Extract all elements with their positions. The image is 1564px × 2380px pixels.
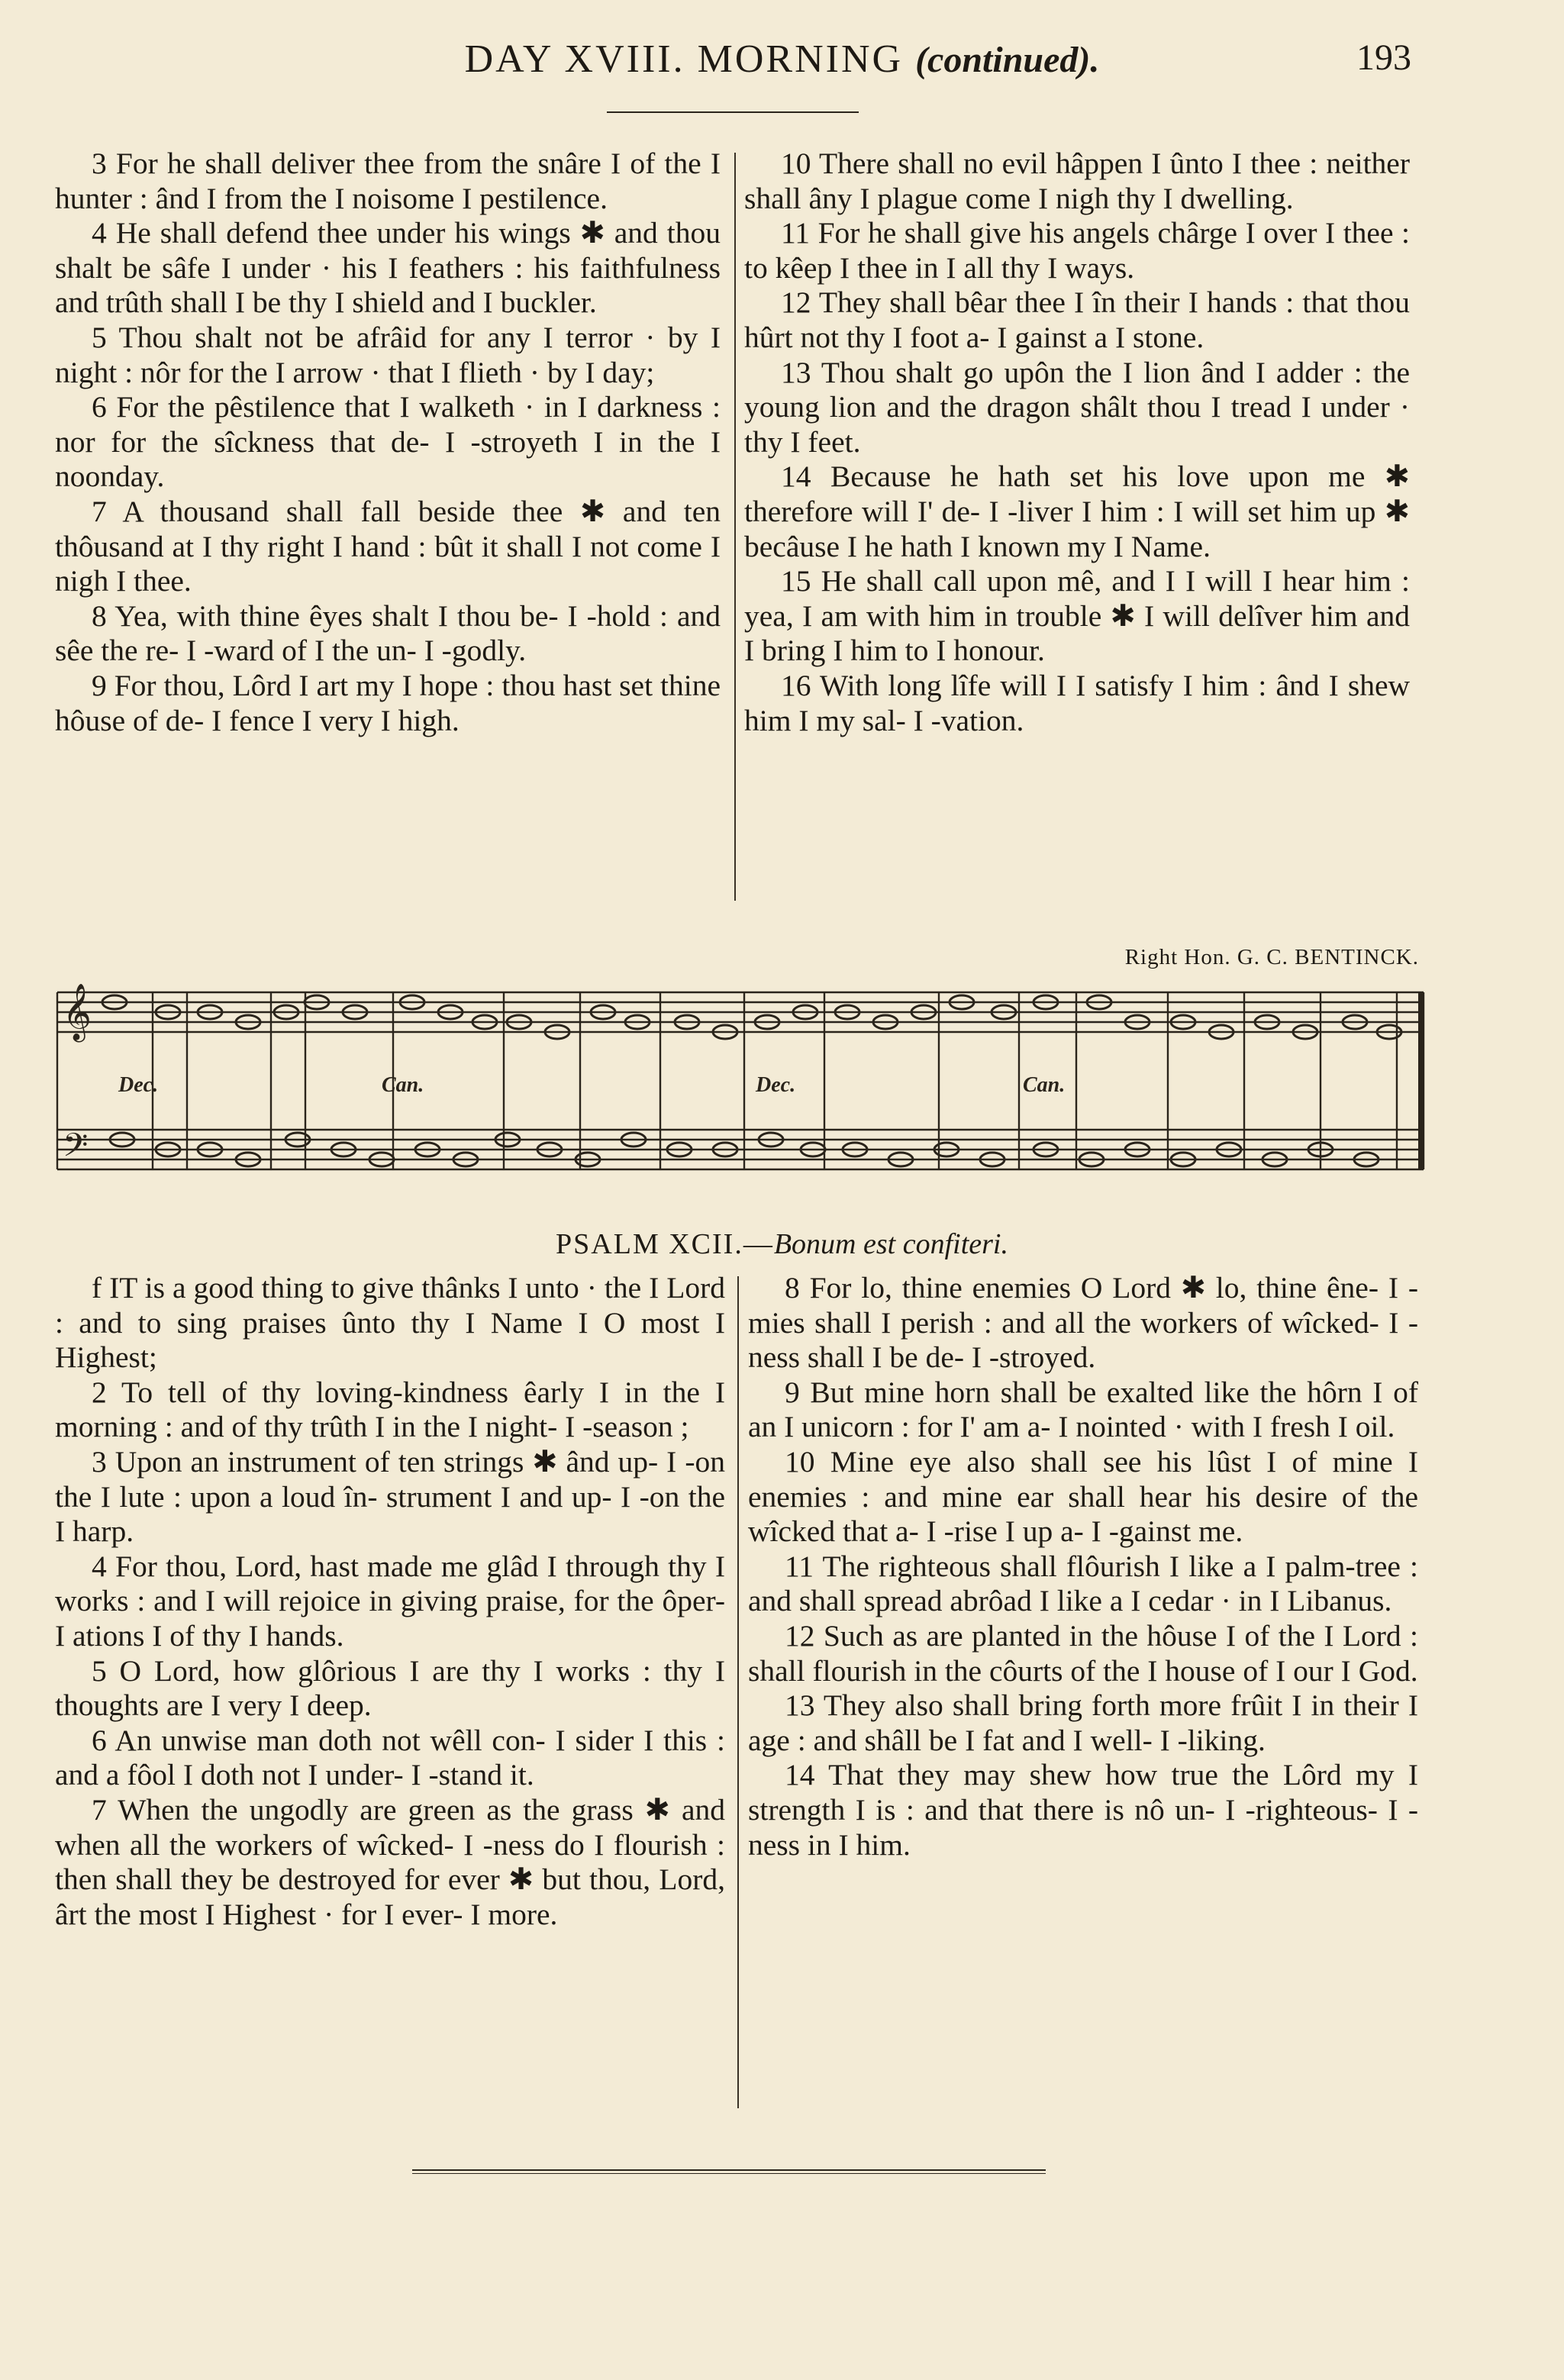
- verse: f IT is a good thing to give thânks I unto · the I Lord : and to sing praises ûnto thy I Name I O most I Highest;: [55, 1271, 725, 1375]
- verse: 10 There shall no evil hâppen I ûnto I thee : neither shall âny I plague come I nigh thy I dwelling.: [744, 147, 1410, 215]
- running-title-continued: (continued).: [915, 40, 1100, 80]
- verse: 9 For thou, Lôrd I art my I hope : thou hast set thine hôuse of de- I fence I very I high.: [55, 668, 721, 737]
- psalm92-title: [0, 1227, 1564, 1261]
- bottom-rule: [412, 2169, 1046, 2174]
- psalm91-right-column: [744, 147, 1410, 738]
- verse: 10 Mine eye also shall see his lûst I of mine I enemies : and mine ear shall hear his desire of the wîcked that a- I -rise I up a- I -gainst me.: [748, 1444, 1418, 1549]
- header-rule: [607, 111, 859, 113]
- verse: 11 The righteous shall flôurish I like a I palm-tree : and shall spread abrôad I like a I cedar · in I Libanus.: [748, 1549, 1418, 1618]
- column-divider: [734, 153, 736, 901]
- bass-clef-icon: 𝄢: [63, 1127, 89, 1172]
- verse: 8 Yea, with thine êyes shalt I thou be- I -hold : and sêe the re- I -ward of I the un- I -godly.: [55, 598, 721, 668]
- running-title-text: DAY XVIII. MORNING: [464, 37, 904, 81]
- psalm91-left-column: [55, 147, 721, 738]
- composer-attribution: Right Hon. G. C. BENTINCK.: [1124, 945, 1419, 969]
- psalm92-latin: Bonum est confiteri.: [773, 1228, 1008, 1260]
- psalm92-right-column: [748, 1271, 1418, 1862]
- chant-label: Can.: [382, 1073, 424, 1097]
- verse: 16 With long lîfe will I I satisfy I him : ând I shew him I my sal- I -vation.: [744, 668, 1410, 737]
- verse: 2 To tell of thy loving-kindness êarly I in the I morning : and of thy trûth I in the I night- I -season ;: [55, 1375, 725, 1444]
- verse: 14 That they may shew how true the Lôrd my I strength I is : and that there is nô un- I -righteous- I -ness in I him.: [748, 1758, 1418, 1862]
- verse: 12 They shall bêar thee I în their I hands : that thou hûrt not thy I foot a- I gainst a I stone.: [744, 285, 1410, 354]
- final-barline: [1418, 992, 1424, 1169]
- verse: 12 Such as are planted in the hôuse I of the I Lord : shall flourish in the côurts of the I house of I our I God.: [748, 1618, 1418, 1688]
- chant-label: Can.: [1023, 1073, 1066, 1097]
- verse: 7 When the ungodly are green as the grass ✱ and when all the workers of wîcked- I -ness do I flourish : then shall they be destroyed for ever ✱ but thou, Lord, ârt the most I Highest · for I ever- I more.: [55, 1792, 725, 1931]
- chant-label: Dec.: [756, 1073, 796, 1097]
- running-title: [0, 37, 1564, 82]
- verse: 11 For he shall give his angels chârge I over I thee : to kêep I thee in I all thy I ways.: [744, 216, 1410, 285]
- verse: 15 He shall call upon mê, and I I will I hear him : yea, I am with him in trouble ✱ I will delîver him and I bring I him to I honour.: [744, 564, 1410, 668]
- verse: 6 An unwise man doth not wêll con- I sider I this : and a fôol I doth not I under- I -stand it.: [55, 1723, 725, 1792]
- treble-clef-icon: 𝄞: [63, 984, 92, 1040]
- verse: 14 Because he hath set his love upon me ✱ therefore will I' de- I -liver I him : I will set him up ✱ becâuse I he hath I known my I Name.: [744, 460, 1410, 563]
- verse: 3 For he shall deliver thee from the snâre I of the I hunter : ând I from the I noisome I pestilence.: [55, 147, 721, 215]
- verse: 5 O Lord, how glôrious I are thy I works : thy I thoughts are I very I deep.: [55, 1653, 725, 1723]
- psalm92-left-column: [55, 1271, 725, 1932]
- verse: 9 But mine horn shall be exalted like the hôrn I of an I unicorn : for I' am a- I nointed · with I fresh I oil.: [748, 1375, 1418, 1444]
- verse: 4 He shall defend thee under his wings ✱ and thou shalt be sâfe I under · his I feathers : his faithfulness and trûth shall I be thy I shield and I buckler.: [55, 216, 721, 320]
- chant-label: Dec.: [118, 1073, 159, 1097]
- verse: 8 For lo, thine enemies O Lord ✱ lo, thine êne- I -mies shall I perish : and all the workers of wîcked- I -ness shall I be de- I -stroyed.: [748, 1271, 1418, 1375]
- psalm92-number: PSALM XCII.—: [556, 1228, 774, 1260]
- verse: 3 Upon an instrument of ten strings ✱ ând up- I -on the I lute : upon a loud în- strument I and up- I -on the I harp.: [55, 1444, 725, 1549]
- page-header: [0, 37, 1564, 90]
- page-number: 193: [1356, 37, 1411, 78]
- verse: 4 For thou, Lord, hast made me glâd I through thy I works : and I will rejoice in giving praise, for the ôper- I ations I of thy I hands.: [55, 1549, 725, 1653]
- verse: 13 Thou shalt go upôn the I lion ând I adder : the young lion and the dragon shâlt thou I tread I under · thy I feet.: [744, 355, 1410, 459]
- verse: 7 A thousand shall fall beside thee ✱ and ten thôusand at I thy right I hand : bût it shall I not come I nigh I thee.: [55, 494, 721, 598]
- chant-score: [53, 973, 1427, 1202]
- verse: 13 They also shall bring forth more frûit I in their I age : and shâll be I fat and I well- I -liking.: [748, 1688, 1418, 1757]
- verse: 5 Thou shalt not be afrâid for any I terror · by I night : nôr for the I arrow · that I flieth · by I day;: [55, 320, 721, 389]
- verse: 6 For the pêstilence that I walketh · in I darkness : nor for the sîckness that de- I -stroyeth I in the I noonday.: [55, 390, 721, 494]
- column-divider: [737, 1276, 739, 2108]
